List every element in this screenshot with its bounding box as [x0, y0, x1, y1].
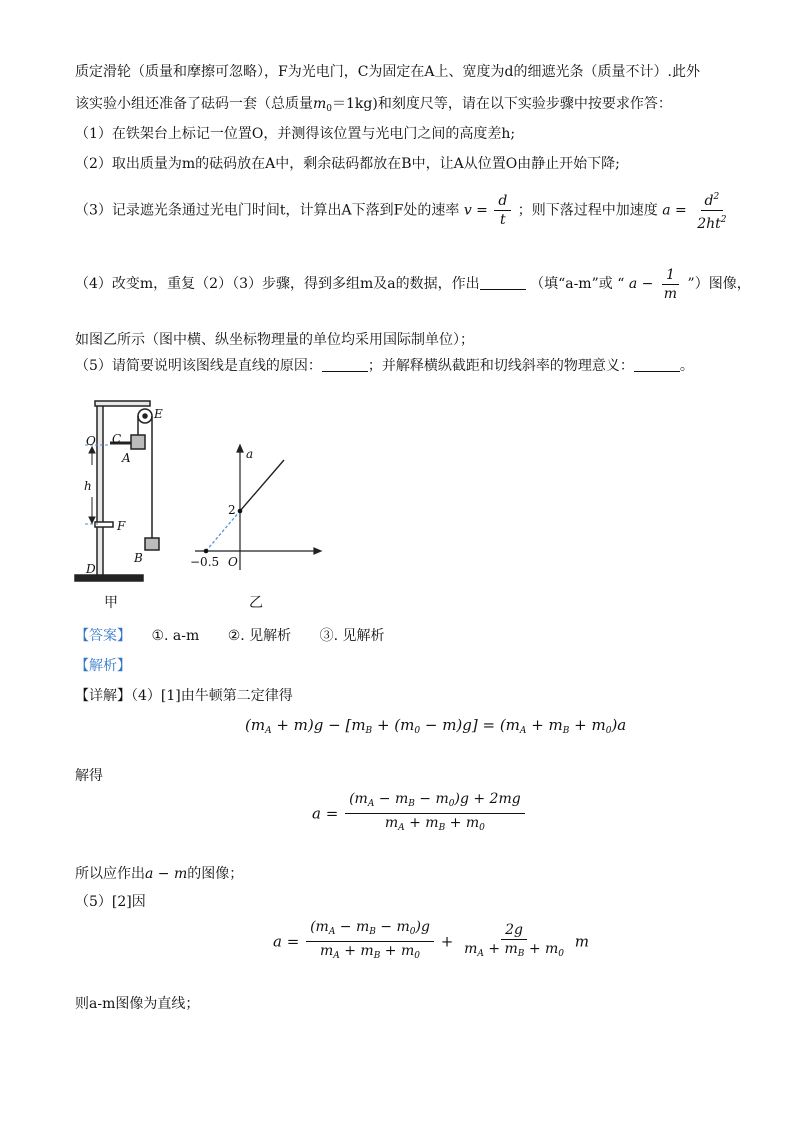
detail-line: 【详解】（4）[1]由牛顿第二定律得	[75, 688, 293, 704]
label-c: C	[112, 432, 122, 446]
block-b	[145, 538, 159, 550]
graph-y-intercept: 2	[228, 503, 236, 517]
answer-tag: 【答案】	[75, 628, 131, 644]
figure-1-caption: 甲	[104, 595, 118, 611]
step-4: （4）改变m，重复（2）（3）步骤，得到多组m及a的数据，作出 （填“a-m”或 “ a − $\frac{1}{m}$ ”）图像，	[75, 266, 751, 302]
step-3: （3）记录遮光条通过光电门时间t，计算出A下落到F处的速率 v = $\frac{d}{t}$ ；则下落过程中加速度 a = $\frac{d^2}{2ht^2}$	[75, 188, 733, 233]
label-h: h	[84, 479, 92, 493]
answer-blank-2	[322, 357, 368, 372]
a-m-graph	[190, 440, 325, 575]
analysis-tag: 【解析】	[75, 658, 131, 674]
acceleration-fraction: $\frac{d^2}{2ht^2}$	[693, 188, 730, 233]
equation-linear-form: a = $\frac{(m_A - m_B - m_0)g}{m_A + m_B + m_0}$ + $\frac{2g}{m_A + m_B + m_0}$ m	[273, 919, 590, 961]
answer-blank-3	[634, 357, 680, 372]
graph-x-intercept: −0.5	[190, 555, 220, 569]
label-f: F	[117, 519, 126, 533]
apparatus-diagram	[70, 395, 170, 590]
label-e: E	[154, 407, 163, 421]
stand-rod	[97, 403, 103, 577]
label-o: O	[86, 434, 96, 448]
graph-y-label: a	[246, 447, 254, 461]
equation-acceleration: a = $\frac{(m_A - m_B - m_0)g + 2mg}{m_A + m_B + m_0}$	[312, 790, 527, 837]
graph-origin: O	[228, 555, 238, 569]
figure-intro: 如图乙所示（图中横、纵坐标物理量的单位均采用国际制单位）；	[75, 332, 474, 348]
figure-2-caption: 乙	[249, 595, 263, 611]
answer-line: 【答案】 ①. a-m ②. 见解析 ③. 见解析	[75, 628, 385, 644]
paragraph-intro: 质定滑轮（质量和摩擦可忽略），F为光电门，C为固定在A上、宽度为d的细遮光条（质量不计）.此外	[75, 64, 700, 80]
step-1: （1）在铁架台上标记一位置O，并测得该位置与光电门之间的高度差h;	[75, 126, 516, 142]
graph-line	[240, 460, 284, 511]
conclusion-line: 则a-m图像为直线；	[75, 996, 200, 1012]
extension-line	[206, 511, 240, 551]
step-2: （2）取出质量为m的砝码放在A中，剩余砝码都放在B中，让A从位置O由静止开始下降;	[75, 156, 620, 172]
block-a	[131, 435, 145, 449]
label-d: D	[86, 562, 96, 576]
so-text: 所以应作出a − m的图像；	[75, 866, 244, 882]
inverse-mass-fraction: $\frac{1}{m}$	[663, 266, 678, 302]
equation-newton: $(m_A + m)g - [m_B + (m_0 - m)g] = (m_A + m_B + m_0)a$	[245, 716, 627, 736]
step-5: （5）请简要说明该图线是直线的原因： ；并解释横纵截距和切线斜率的物理意义： 。	[75, 358, 694, 374]
part-5-text: （5）[2]因	[75, 894, 146, 910]
label-b: B	[134, 551, 143, 565]
solve-text: 解得	[75, 768, 103, 784]
paragraph-materials: 该实验小组还准备了砝码一套（总质量$m_0=1kg$)和刻度尺等，请在以下实验步骤中按要求作答：	[75, 96, 672, 114]
label-a: A	[122, 451, 131, 465]
velocity-fraction: $\frac{d}{t}$	[494, 192, 511, 229]
answer-blank-1	[480, 275, 526, 290]
top-arm	[95, 401, 150, 406]
